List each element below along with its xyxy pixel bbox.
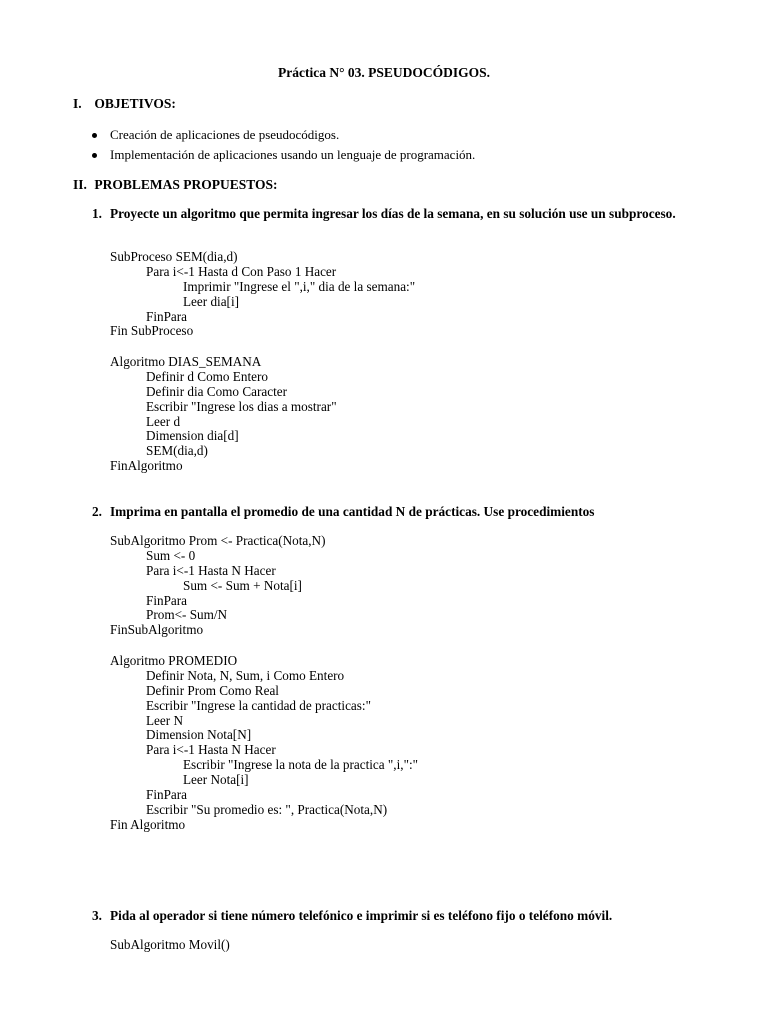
list-item: Creación de aplicaciones de pseudocódigos. — [88, 127, 475, 147]
bullet-icon — [92, 153, 97, 158]
code-line: Fin SubProceso — [110, 323, 194, 339]
code-line: Leer N — [146, 712, 183, 728]
code-line: Prom<- Sum/N — [146, 607, 228, 623]
code-line: SubAlgoritmo Movil() — [110, 937, 230, 952]
code-line: Para i<-1 Hasta d Con Paso 1 Hacer — [146, 263, 337, 279]
objectives-list — [88, 127, 475, 167]
code-line: FinPara — [146, 308, 188, 324]
problem-1-statement: 1. Proyecte un algoritmo que permita ingresar los días de la semana, en su solución use un subproceso. — [92, 206, 676, 221]
code-line: Escribir "Su promedio es: ", Practica(Nota,N) — [146, 801, 388, 817]
section-objetivos-heading — [73, 96, 176, 112]
code-line: FinSubAlgoritmo — [110, 622, 204, 638]
section-number: I. — [73, 96, 82, 111]
section-number: II. — [73, 177, 87, 192]
code-line: SEM(dia,d) — [146, 443, 208, 459]
code-line: Fin Algoritmo — [110, 816, 186, 832]
section-problemas-heading — [73, 177, 278, 193]
code-line: Leer Nota[i] — [183, 772, 249, 788]
section-title: OBJETIVOS: — [94, 96, 176, 111]
code-line: Sum <- Sum + Nota[i] — [183, 577, 302, 593]
code-line: Escribir "Ingrese la nota de la practica ",i,":" — [183, 757, 418, 773]
code-line: Definir d Como Entero — [146, 368, 268, 384]
problem-1-algoritmo-code — [110, 355, 337, 474]
problem-1-subproceso-code — [110, 250, 415, 339]
code-line: Definir Prom Como Real — [146, 682, 279, 698]
list-item: Implementación de aplicaciones usando un lenguaje de programación. — [88, 147, 475, 167]
code-line: Algoritmo PROMEDIO — [110, 653, 238, 668]
problem-2-subalgoritmo-code — [110, 534, 325, 638]
code-line: Leer dia[i] — [183, 293, 240, 309]
code-line: Leer d — [146, 413, 181, 429]
code-line: SubProceso SEM(dia,d) — [110, 249, 238, 264]
code-line: Escribir "Ingrese los dias a mostrar" — [146, 398, 337, 414]
problem-2-statement: 2. Imprima en pantalla el promedio de una cantidad N de prácticas. Use procedimientos — [92, 504, 595, 519]
code-line: FinPara — [146, 592, 188, 608]
code-line: Para i<-1 Hasta N Hacer — [146, 742, 276, 758]
problem-3-subalgoritmo-code — [110, 938, 230, 953]
code-line: FinAlgoritmo — [110, 458, 183, 474]
bullet-icon — [92, 133, 97, 138]
problem-2-algoritmo-code — [110, 654, 418, 833]
code-line: Sum <- 0 — [146, 547, 196, 563]
code-line: Algoritmo DIAS_SEMANA — [110, 354, 262, 369]
code-line: FinPara — [146, 787, 188, 803]
problem-3-statement: 3. Pida al operador si tiene número telefónico e imprimir si es teléfono fijo o teléfono móvil. — [92, 908, 613, 923]
code-line: Imprimir "Ingrese el ",i," dia de la semana:" — [183, 278, 416, 294]
section-title: PROBLEMAS PROPUESTOS: — [94, 177, 278, 192]
code-line: Para i<-1 Hasta N Hacer — [146, 562, 276, 578]
code-line: Escribir "Ingrese la cantidad de practicas:" — [146, 697, 371, 713]
code-line: Definir dia Como Caracter — [146, 383, 287, 399]
code-line: SubAlgoritmo Prom <- Practica(Nota,N) — [110, 533, 326, 548]
page-title: Práctica N° 03. PSEUDOCÓDIGOS. — [277, 65, 490, 80]
code-line: Dimension Nota[N] — [146, 727, 252, 743]
code-line: Definir Nota, N, Sum, i Como Entero — [146, 667, 345, 683]
code-line: Dimension dia[d] — [146, 428, 239, 444]
